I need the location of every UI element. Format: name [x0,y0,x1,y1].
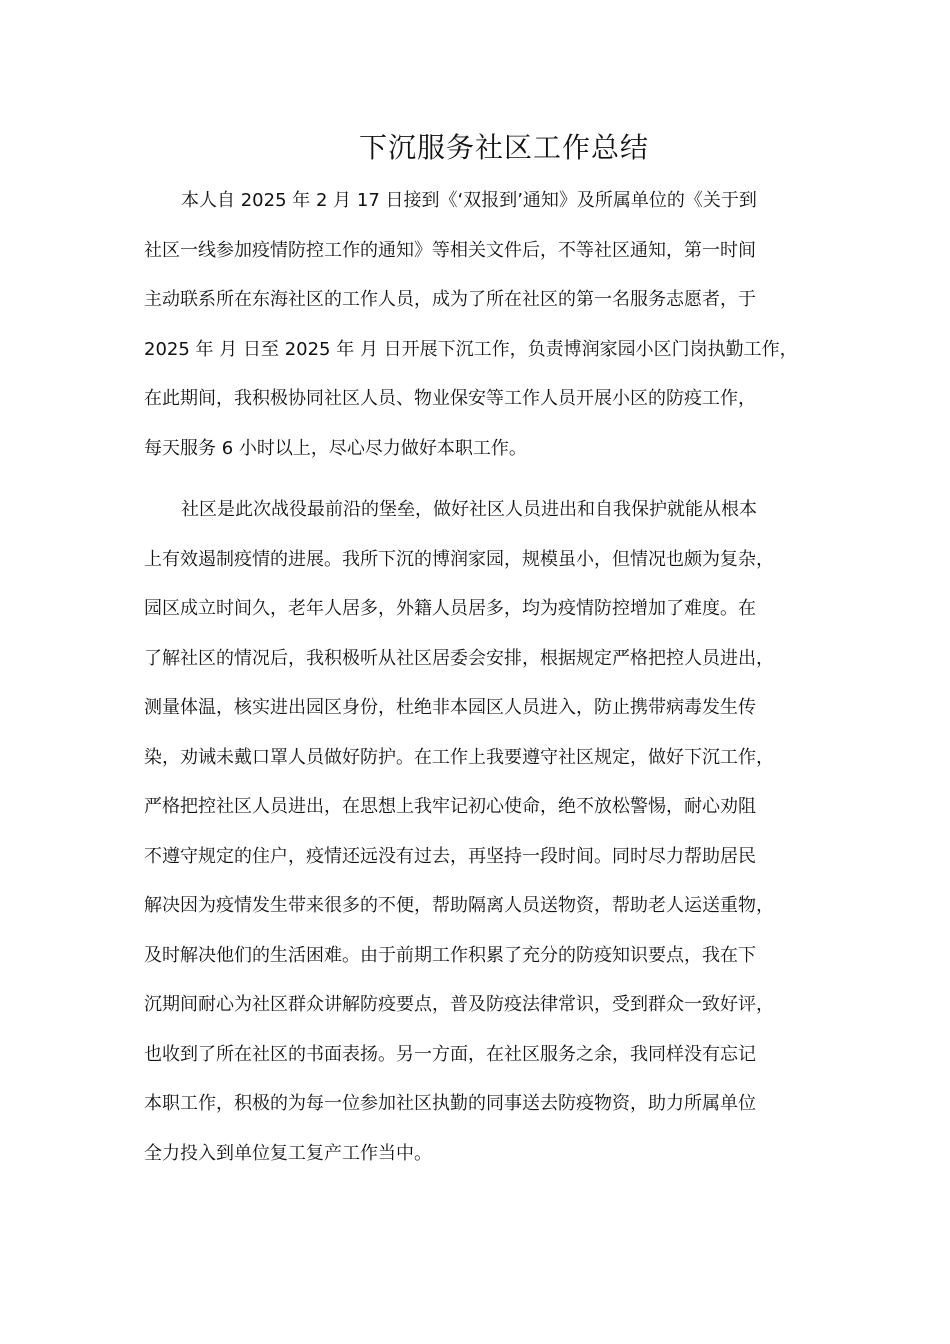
paragraph-line: 每天服务 6 小时以上，尽心尽力做好本职工作。 [144,437,527,459]
paragraph-line: 主动联系所在东海社区的工作人员，成为了所在社区的第一名服务志愿者，于 [144,289,756,310]
paragraph-line: 园区成立时间久，老年人居多，外籍人员居多，均为疫情防控增加了难度。在 [144,598,756,619]
paragraph-spacer [144,473,824,485]
paragraph-line: 沉期间耐心为社区群众讲解防疫要点，普及防疫法律常识，受到群众一致好评， [144,994,774,1015]
paragraph-line: 2025 年 月 日至 2025 年 月 日开展下沉工作，负责博润家园小区门岗执勤工作， [144,338,798,360]
paragraph-line: 社区一线参加疫情防控工作的通知》等相关文件后，不等社区通知，第一时间 [144,239,756,261]
paragraph-line: 本职工作，积极的为每一位参加社区执勤的同事送去防疫物资，助力所属单位 [144,1093,756,1114]
paragraph-line: 不遵守规定的住户，疫情还远没有过去，再坚持一段时间。同时尽力帮助居民 [144,845,756,867]
paragraph-line: 及时解决他们的生活困难。由于前期工作积累了充分的防疫知识要点，我在下 [144,944,756,966]
document-title: 下沉服务社区工作总结 [358,131,649,164]
paragraph-line: 染，劝诫未戴口罩人员做好防护。在工作上我要遵守社区规定，做好下沉工作， [144,746,774,768]
paragraph-line: 全力投入到单位复工复产工作当中。 [144,1142,432,1164]
paragraph-line: 解决因为疫情发生带来很多的不便，帮助隔离人员送物资，帮助老人运送重物， [144,895,774,916]
document-body [144,176,824,1178]
paragraph-line: 测量体温，核实进出园区身份，杜绝非本园区人员进入，防止携带病毒发生传 [144,697,756,718]
paragraph-line: 上有效遏制疫情的进展。我所下沉的博润家园，规模虽小，但情况也颇为复杂， [144,548,774,570]
paragraph-line: 了解社区的情况后，我积极听从社区居委会安排，根据规定严格把控人员进出， [144,647,774,669]
paragraph-1 [144,176,824,473]
paragraph-2 [144,485,824,1178]
paragraph-line: 严格把控社区人员进出，在思想上我牢记初心使命，绝不放松警惕，耐心劝阻 [144,796,756,817]
paragraph-line: 也收到了所在社区的书面表扬。另一方面，在社区服务之余，我同样没有忘记 [144,1043,756,1065]
paragraph-line: 在此期间，我积极协同社区人员、物业保安等工作人员开展小区的防疫工作， [144,388,756,409]
paragraph-line: 社区是此次战役最前沿的堡垒，做好社区人员进出和自我保护就能从根本 [181,499,757,520]
paragraph-line: 本人自 2025 年 2 月 17 日接到《‘双报到’通知》及所属单位的《关于到 [181,190,757,211]
